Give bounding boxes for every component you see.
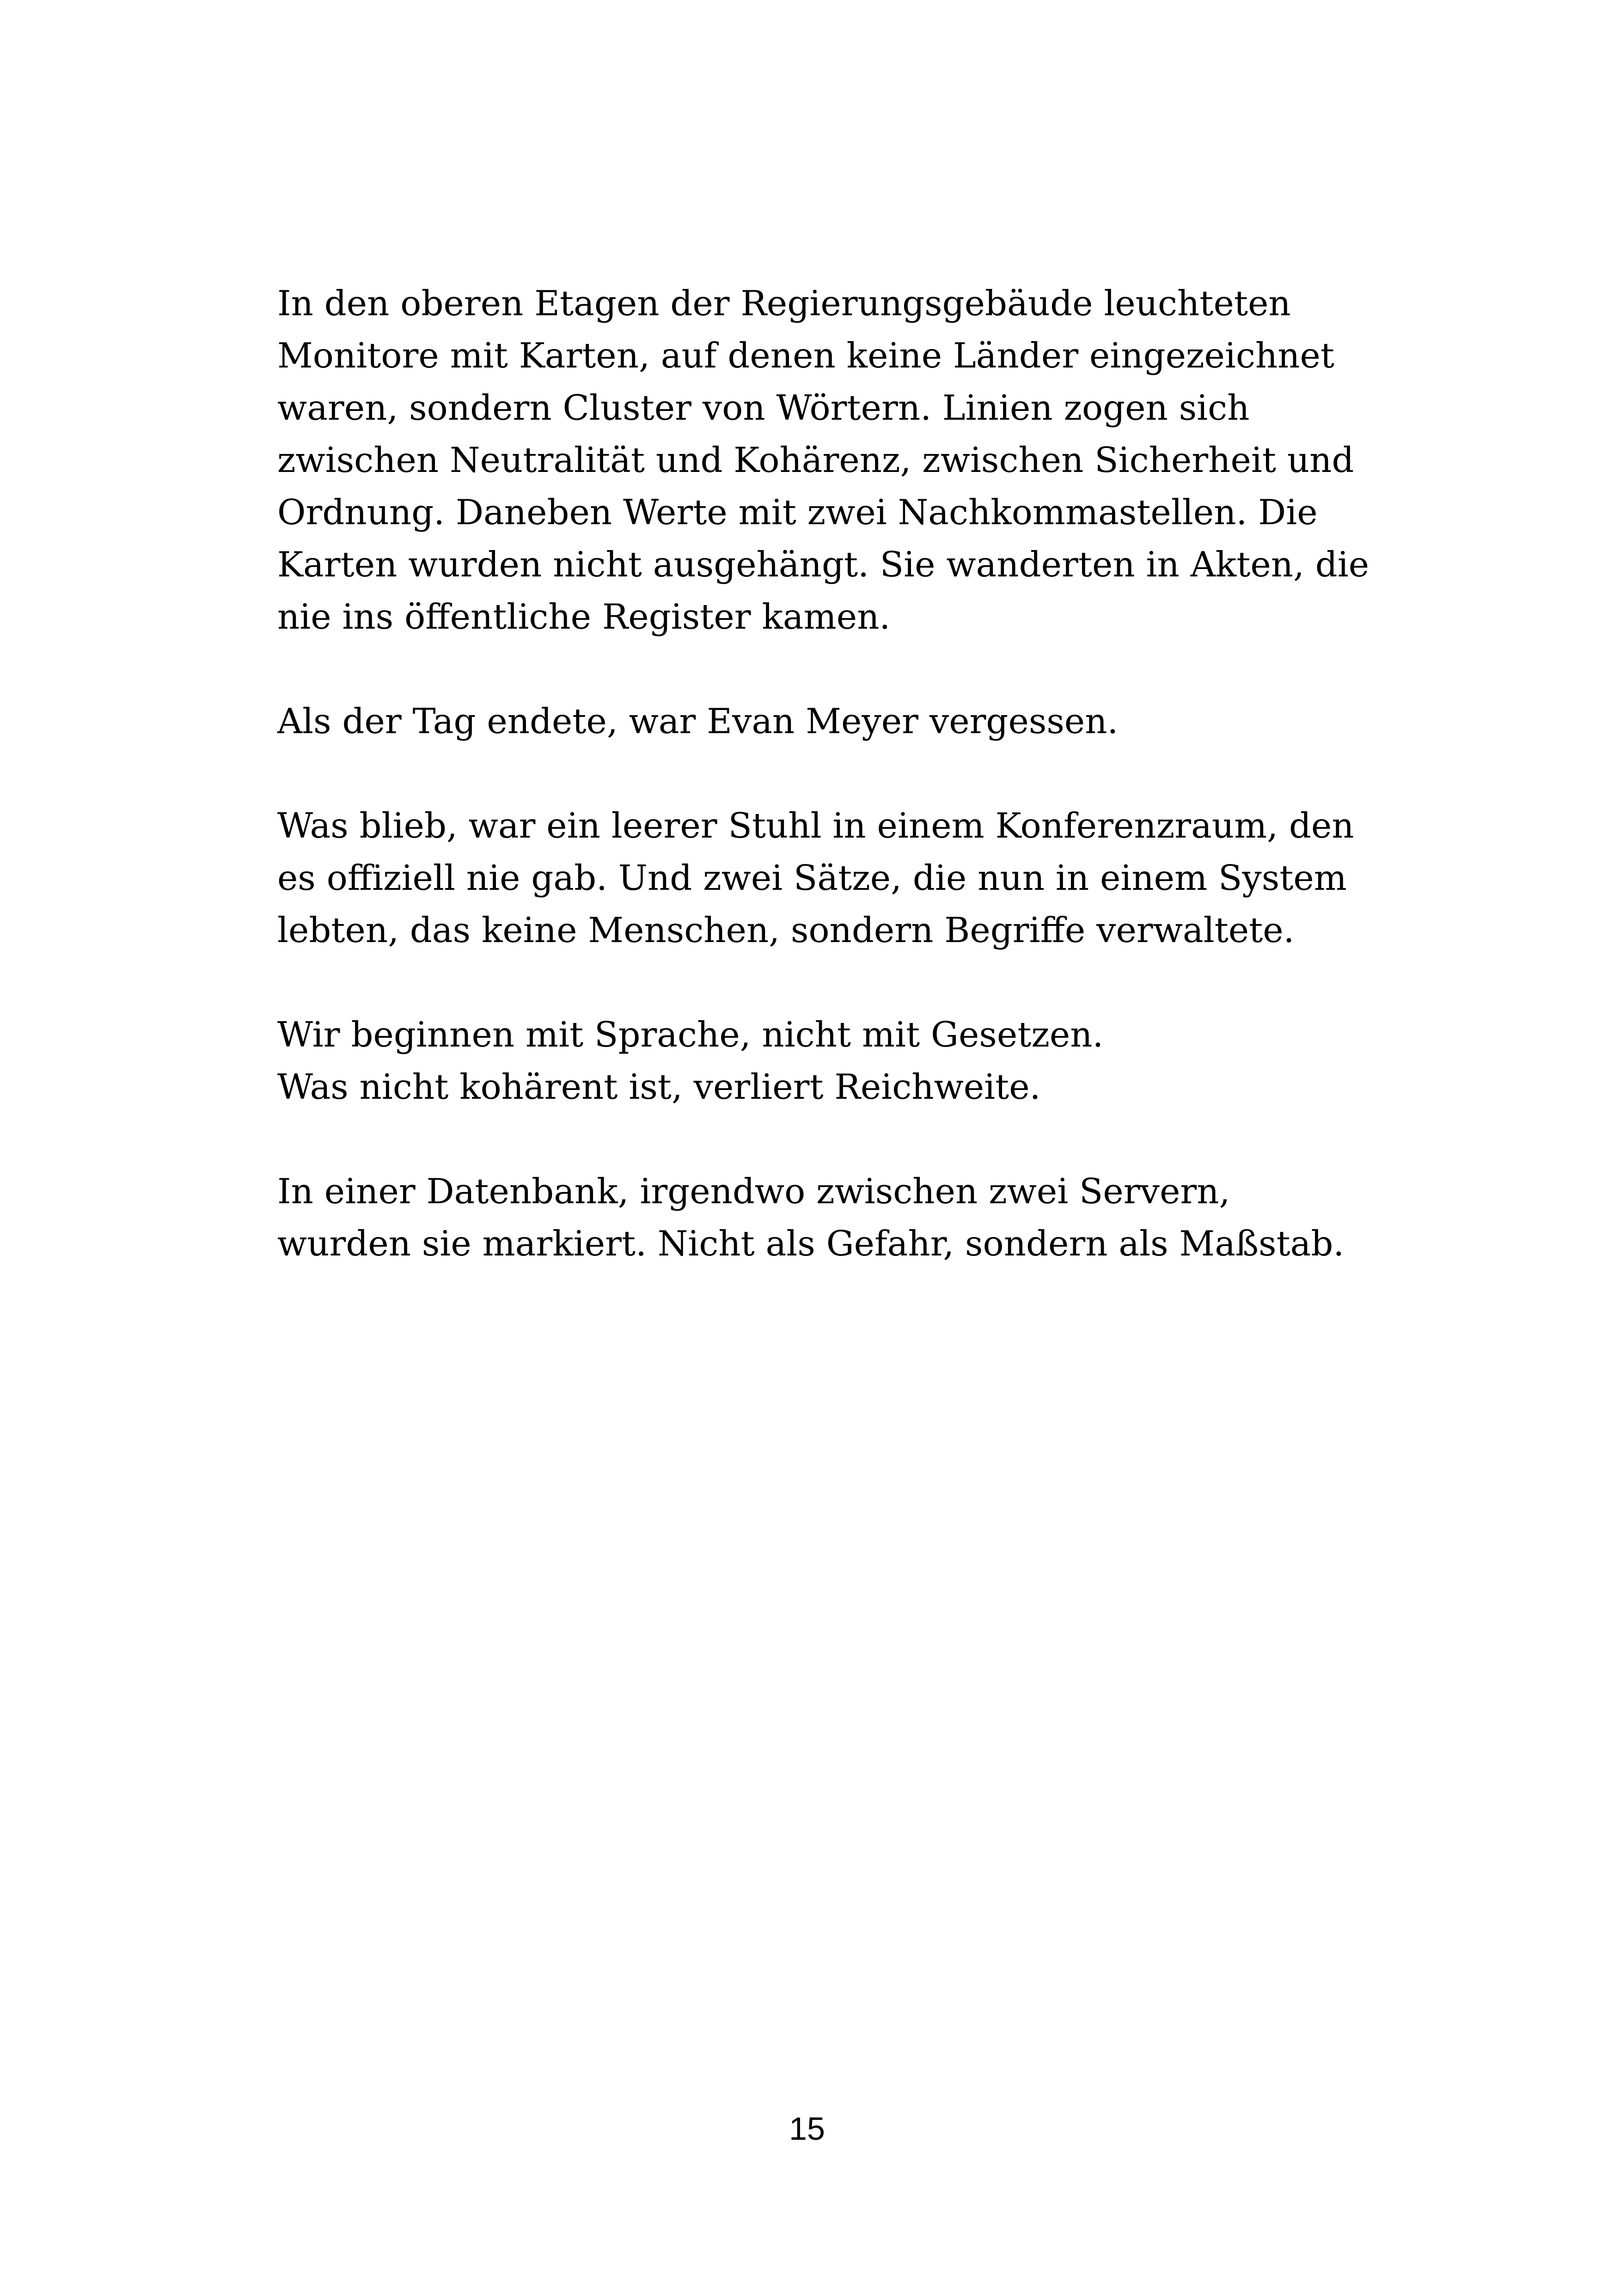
text-line: Als der Tag endete, war Evan Meyer vergessen.: [277, 701, 1119, 741]
text-line: Was nicht kohärent ist, verliert Reichweite.: [277, 1066, 1041, 1107]
text-line: zwischen Neutralität und Kohärenz, zwischen Sicherheit und: [277, 440, 1354, 480]
paragraph-5: [277, 1165, 1387, 1270]
text-line: Monitore mit Karten, auf denen keine Länder eingezeichnet: [277, 335, 1334, 376]
paragraph-2: [277, 695, 1387, 747]
text-line: Karten wurden nicht ausgehängt. Sie wanderten in Akten, die: [277, 544, 1369, 585]
paragraph-4: [277, 1009, 1387, 1113]
text-line: lebten, das keine Menschen, sondern Begriffe verwaltete.: [277, 910, 1295, 950]
text-line: Ordnung. Daneben Werte mit zwei Nachkommastellen. Die: [277, 492, 1318, 533]
paragraph-3: [277, 800, 1387, 956]
text-line: waren, sondern Cluster von Wörtern. Linien zogen sich: [277, 387, 1250, 428]
body-text: [277, 277, 1387, 1270]
page-number: 15: [789, 2111, 825, 2147]
text-line: nie ins öffentliche Register kamen.: [277, 596, 891, 637]
paragraph-1: [277, 277, 1387, 643]
text-line: Was blieb, war ein leerer Stuhl in einem Konferenzraum, den: [277, 805, 1354, 846]
text-line: wurden sie markiert. Nicht als Gefahr, sondern als Maßstab.: [277, 1223, 1345, 1264]
text-line: es offiziell nie gab. Und zwei Sätze, die nun in einem System: [277, 857, 1347, 898]
text-line: In einer Datenbank, irgendwo zwischen zwei Servern,: [277, 1171, 1230, 1212]
text-line: Wir beginnen mit Sprache, nicht mit Gesetzen.: [277, 1014, 1104, 1055]
text-line: In den oberen Etagen der Regierungsgebäude leuchteten: [277, 283, 1291, 324]
